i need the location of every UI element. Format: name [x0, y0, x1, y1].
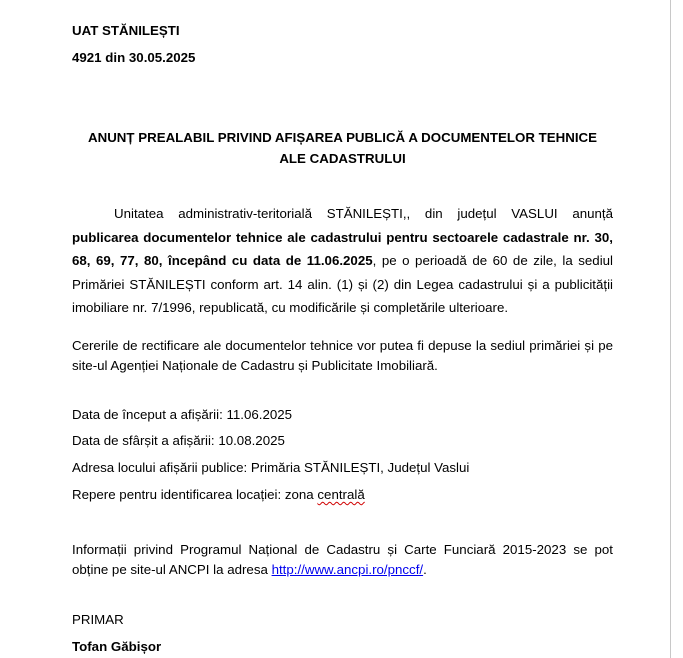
announcement-bold-text: publicarea documentelor tehnice ale cadastrului pentru sectoarele cadastrale nr. 30, 68, 69, 77, 80, începând cu data de 11.06.2025: [72, 229, 613, 268]
announcement-title: [72, 127, 613, 169]
info-end: .: [423, 561, 427, 577]
location-landmarks-line: [72, 487, 365, 502]
announcement-paragraph: [72, 202, 613, 320]
page-edge-rule: [670, 0, 671, 658]
institution-name: UAT STĂNILEȘTI: [72, 23, 180, 38]
end-date-line: Data de sfârșit a afișării: 10.08.2025: [72, 433, 285, 448]
signature-name: Tofan Găbișor: [72, 639, 162, 654]
title-line-2: ALE CADASTRULUI: [279, 151, 406, 166]
display-address-line: Adresa locului afișării publice: Primăria STĂNILEȘTI, Județul Vaslui: [72, 460, 470, 475]
title-line-1: ANUNȚ PREALABIL PRIVIND AFIȘAREA PUBLICĂ A DOCUMENTELOR TEHNICE: [88, 130, 597, 145]
signature-role: PRIMAR: [72, 612, 124, 627]
rectification-paragraph: Cererile de rectificare ale documentelor tehnice vor putea fi depuse la sediul primăriei și pe site-ul Agenției Naționale de Cadastru și Publicitate Imobiliară.: [72, 338, 613, 373]
ancpi-link[interactable]: http://www.ancpi.ro/pnccf/: [271, 561, 424, 577]
info-text: Informații privind Programul Național de Cadastru și Carte Funciară 2015-2023 se pot obține pe site-ul ANCPI la adresa: [72, 542, 613, 577]
info-paragraph: [72, 540, 613, 579]
start-date-line: Data de început a afișării: 11.06.2025: [72, 407, 293, 422]
landmarks-value: centrală: [317, 487, 365, 502]
landmarks-label: Repere pentru identificarea locației: zona: [72, 487, 318, 502]
announcement-rest: , pe o perioadă de 60 de zile, la sediul Primăriei STĂNILEȘTI conform art. 14 alin. (1) și (2) din Legea cadastrului și a publicității imobiliare nr. 7/1996, republicată, cu modificările și completările ulterioare.: [72, 253, 613, 315]
registration-number: 4921 din 30.05.2025: [72, 50, 196, 65]
announcement-intro: Unitatea administrativ-teritorială STĂNILEȘTI,, din județul VASLUI anunță: [114, 206, 613, 221]
